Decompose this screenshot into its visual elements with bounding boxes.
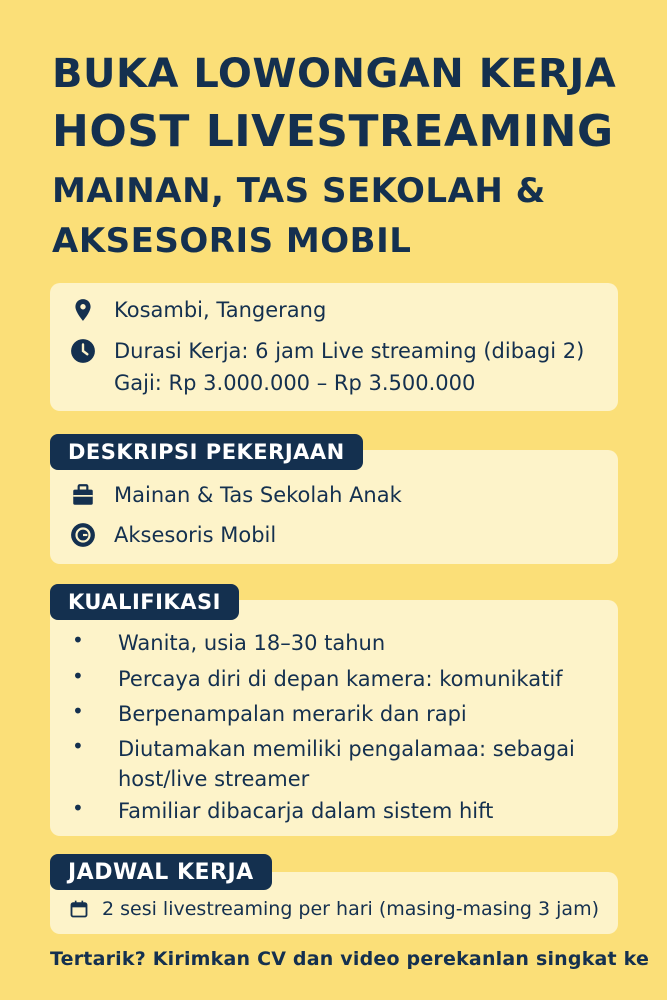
calendar-icon <box>64 894 94 924</box>
title-line-1: BUKA LOWONGAN KERJA <box>52 51 617 97</box>
bullet-icon: • <box>72 664 84 688</box>
job-info-card <box>50 283 618 411</box>
poster-title <box>52 46 652 266</box>
list-item <box>72 734 592 794</box>
list-item <box>72 628 385 658</box>
schedule-text: 2 sesi livestreaming per hari (masing-masing 3 jam) <box>102 898 599 920</box>
bullet-icon: • <box>72 796 84 820</box>
salary-text: Gaji: Rp 3.000.000 – Rp 3.500.000 <box>114 371 476 395</box>
qualification-text: Diutamakan memiliki pengalamaa: sebagai host/live streamer <box>118 737 575 791</box>
briefcase-icon <box>68 480 98 510</box>
description-item-label: Aksesoris Mobil <box>114 523 277 547</box>
bullet-icon: • <box>72 699 84 723</box>
location-row <box>68 295 326 325</box>
qualification-text: Wanita, usia 18–30 tahun <box>118 631 386 655</box>
salary-row <box>114 371 475 395</box>
description-heading: DESKRIPSI PEKERJAAN <box>50 434 363 470</box>
list-item <box>72 664 563 694</box>
title-line-3: MAINAN, TAS SEKOLAH & <box>52 171 546 211</box>
title-line-2: HOST LIVESTREAMING <box>52 106 614 157</box>
car-badge-icon <box>68 520 98 550</box>
location-pin-icon <box>68 295 98 325</box>
qualification-text: Percaya diri di depan kamera: komunikatif <box>118 667 563 691</box>
description-item-label: Mainan & Tas Sekolah Anak <box>114 483 402 507</box>
qualification-text: Berpenampalan merarik dan rapi <box>118 702 467 726</box>
location-text: Kosambi, Tangerang <box>114 298 327 322</box>
list-item <box>72 796 493 826</box>
description-item <box>68 480 402 510</box>
description-item <box>68 520 276 550</box>
bullet-icon: • <box>72 734 84 758</box>
duration-text: Durasi Kerja: 6 jam Live streaming (dibagi 2) <box>114 339 585 363</box>
schedule-row <box>64 894 599 924</box>
title-line-4: AKSESORIS MOBIL <box>52 221 412 261</box>
bullet-icon: • <box>72 628 84 652</box>
footer-call-to-action: Tertarik? Kirimkan CV dan video perekanlan singkat ke <box>50 948 650 970</box>
duration-row <box>68 336 584 366</box>
qualification-text: Familiar dibacarja dalam sistem hift <box>118 799 494 823</box>
clock-icon <box>68 336 98 366</box>
qualifications-heading: KUALIFIKASI <box>50 584 239 620</box>
schedule-heading: JADWAL KERJA <box>50 854 272 890</box>
list-item <box>72 699 467 729</box>
qualifications-card <box>50 600 618 836</box>
